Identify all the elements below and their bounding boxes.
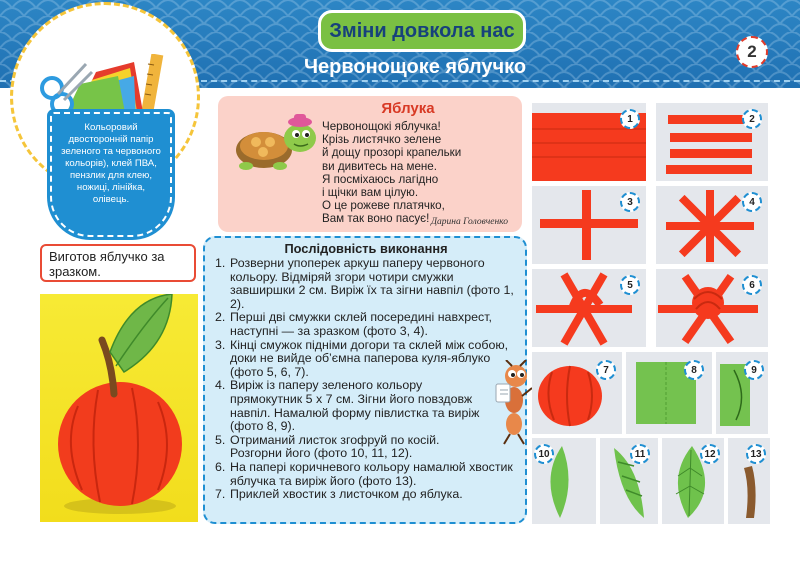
step-item	[215, 488, 517, 502]
step-number: 2.	[215, 310, 226, 325]
step-number: 1.	[215, 256, 226, 270]
step-text: Кінці смужок підніми догори та склей між собою, доки не вийде об’ємна паперова куля-яблуко (фото 5, 6, 7).	[230, 337, 509, 379]
photo-badge: 13	[746, 444, 766, 464]
step-number: 3.	[215, 337, 226, 352]
step-number: 5.	[215, 432, 226, 447]
step-text: Виріж із паперу зеленого кольору прямокутник 5 х 7 см. Зігни його повздовж навпіл. Намалюй форму півлистка та виріж (фото 8, 9).	[230, 378, 480, 434]
poem-lines	[322, 120, 518, 226]
step-number: 7.	[215, 487, 226, 502]
step-text: Розверни упоперек аркуш паперу червоного кольору. Відміряй згори чотири смужки завширшки 2 см. Виріж їх та зігни навпіл (фото 1, 2).	[230, 256, 514, 311]
poem-author: Дарина Головченко	[431, 217, 508, 227]
materials-pocket	[50, 112, 172, 237]
photo-badge: 4	[742, 192, 762, 212]
step-text: Отриманий листок згофруй по косій. Розгорни його (фото 10, 11, 12).	[230, 432, 440, 461]
step-photo-10	[532, 438, 596, 524]
step-photo-4	[656, 186, 768, 264]
step-photo-8	[626, 352, 712, 434]
step-photo-13	[728, 438, 770, 524]
step-item	[215, 339, 517, 380]
photo-badge: 10	[534, 444, 554, 464]
step-text: Приклей хвостик з листочком до яблука.	[230, 487, 463, 502]
poem-box	[218, 96, 522, 232]
page-title: Червонощоке яблучко	[303, 56, 527, 78]
steps-list	[215, 257, 517, 502]
step-photo-11	[600, 438, 658, 524]
step-photo-6	[656, 269, 768, 347]
photo-badge: 11	[630, 444, 650, 464]
poem-line: й дощу прозорі крапельки	[322, 146, 462, 160]
poem-line: ви дивитесь на мене.	[322, 159, 437, 173]
step-photo-2	[656, 103, 768, 181]
poem-line: Я посміхаюсь лагідно	[322, 172, 439, 186]
photo-badge: 8	[684, 360, 704, 380]
poem-title: Яблука	[381, 100, 435, 117]
photo-badge: 7	[596, 360, 616, 380]
step-photo-12	[662, 438, 724, 524]
steps-title: Послідовність виконання	[284, 241, 448, 256]
finished-apple-image	[40, 294, 198, 522]
step-photo-5	[532, 269, 646, 347]
step-photo-3	[532, 186, 646, 264]
materials-text: Кольоровий двосторонній папір зеленого та червоного кольорів), клей ПВА, пензлик для клею, ножиці, лінійка, олівець.	[61, 122, 161, 205]
photo-badge: 3	[620, 192, 640, 212]
poem-line: Крізь листячко зелене	[322, 133, 442, 147]
step-photo-9	[716, 352, 768, 434]
step-number: 6.	[215, 459, 226, 474]
photo-badge: 6	[742, 275, 762, 295]
step-text: На папері коричневого кольору намалюй хвостик яблучка та виріж його (фото 13).	[230, 459, 513, 488]
step-item	[215, 434, 517, 461]
step-photo-1	[532, 103, 646, 181]
photo-badge: 1	[620, 109, 640, 129]
step-item	[215, 461, 517, 488]
section-tab: Зміни довкола нас	[318, 10, 526, 52]
photo-badge: 5	[620, 275, 640, 295]
poem-line: О це рожеве платячко,	[322, 199, 445, 213]
step-number: 4.	[215, 378, 226, 393]
photo-badge: 12	[700, 444, 720, 464]
turtle-icon	[228, 110, 318, 172]
steps-box	[203, 236, 527, 524]
photo-badge: 2	[742, 109, 762, 129]
poem-line: Червонощокі яблучка!	[322, 120, 441, 133]
step-item	[215, 379, 517, 433]
step-item	[215, 311, 517, 338]
page-number: 2	[736, 36, 768, 68]
poem-line: Вам так воно пасує!	[322, 212, 430, 226]
ant-mascot-icon	[490, 360, 534, 446]
step-photo-7	[532, 352, 622, 434]
step-item	[215, 257, 517, 311]
finished-apple-photo	[40, 294, 198, 522]
poem-line: і щічки вам цілую.	[322, 186, 419, 200]
task-label: Виготов яблучко за зразком.	[40, 244, 196, 282]
step-text: Перші дві смужки склей посередині навхрест, наступні — за зразком (фото 3, 4).	[230, 310, 492, 338]
photo-badge: 9	[744, 360, 764, 380]
